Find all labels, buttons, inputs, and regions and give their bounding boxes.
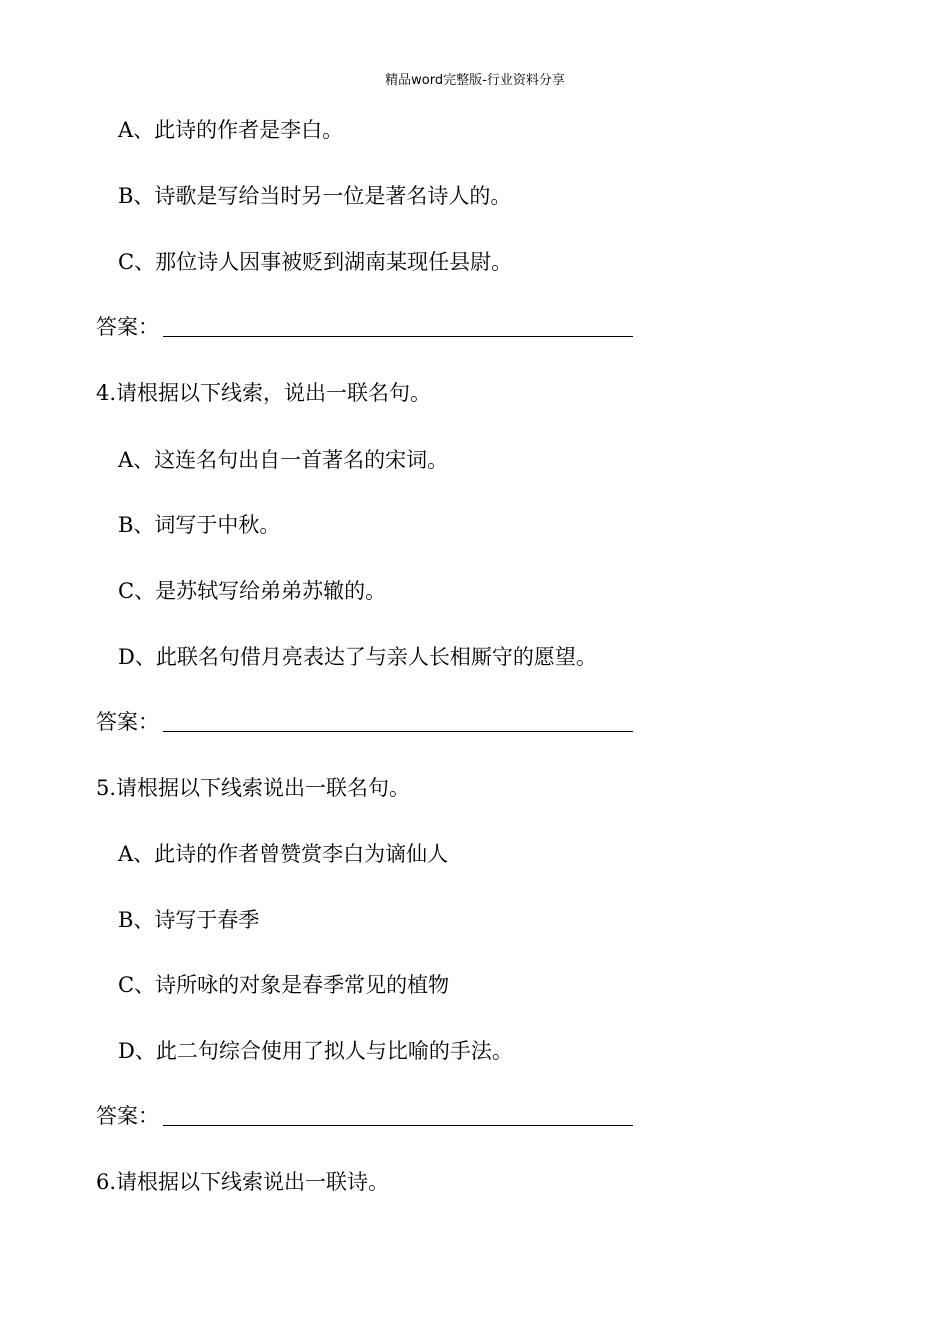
q6-title: 6.请根据以下线索说出一联诗。 <box>96 1170 390 1194</box>
q5-option-d: D、此二句综合使用了拟人与比喻的手法。 <box>118 1039 513 1063</box>
q3-answer-line[interactable] <box>163 336 633 337</box>
q3-answer-label: 答案： <box>96 315 159 339</box>
q4-option-a: A、这连名句出自一首著名的宋词。 <box>118 448 449 472</box>
q3-option-b: B、诗歌是写给当时另一位是著名诗人的。 <box>118 184 512 208</box>
q4-answer-label: 答案： <box>96 710 159 734</box>
q4-option-d: D、此联名句借月亮表达了与亲人长相厮守的愿望。 <box>118 645 597 669</box>
q4-answer-line[interactable] <box>163 731 633 732</box>
q5-answer-line[interactable] <box>163 1125 633 1126</box>
q5-title: 5.请根据以下线索说出一联名句。 <box>96 776 411 800</box>
q5-option-c: C、诗所咏的对象是春季常见的植物 <box>118 973 450 997</box>
q4-option-c: C、是苏轼写给弟弟苏辙的。 <box>118 579 387 603</box>
q5-option-a: A、此诗的作者曾赞赏李白为谪仙人 <box>118 842 449 866</box>
q3-option-a: A、此诗的作者是李白。 <box>118 118 344 142</box>
q5-answer-label: 答案： <box>96 1104 159 1128</box>
q4-option-b: B、词写于中秋。 <box>118 513 281 537</box>
page-header: 精品word完整版-行业资料分享 <box>385 73 565 88</box>
q5-option-b: B、诗写于春季 <box>118 908 260 932</box>
q4-title: 4.请根据以下线索，说出一联名句。 <box>96 381 432 405</box>
q3-option-c: C、那位诗人因事被贬到湖南某现任县尉。 <box>118 250 513 274</box>
